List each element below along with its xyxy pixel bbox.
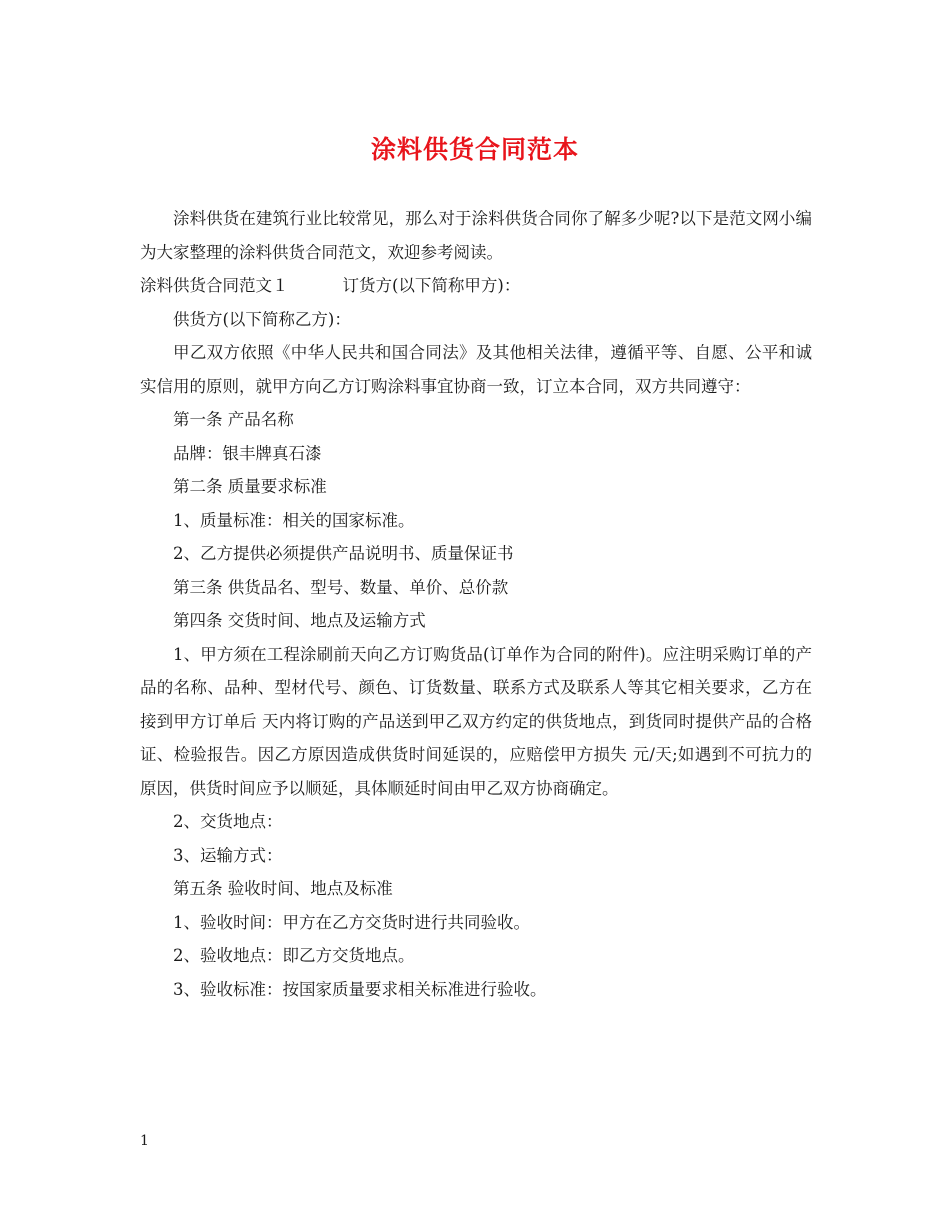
quality-item-2: 2、乙方提供必须提供产品说明书、质量保证书 — [173, 544, 514, 563]
preamble-paragraph: 甲乙双方依照《中华人民共和国合同法》及其他相关法律，遵循平等、自愿、公平和诚实信用的原则，就甲方向乙方订购涂料事宜协商一致，订立本合同，双方共同遵守： — [140, 343, 812, 396]
delivery-item-1: 1、甲方须在工程涂刷前天向乙方订购货品(订单作为合同的附件)。应注明采购订单的产品的名称、品种、型材代号、颜色、订货数量、联系方式及联系人等其它相关要求，乙方在接到甲方订单后 天内将订购的产品送到甲乙双方约定的供货地点，到货同时提供产品的合格证、检验报告。因乙方原因造成供货时间延误的，应赔偿甲方损失 元/天;如遇到不可抗力的原因，供货时间应予以顺延，具体顺延时间由甲乙双方协商确定。 — [140, 644, 812, 798]
intro-paragraph: 涂料供货在建筑行业比较常见，那么对于涂料供货合同你了解多少呢?以下是范文网小编为大家整理的涂料供货合同范文，欢迎参考阅读。 — [140, 209, 812, 262]
acceptance-item-1: 1、验收时间：甲方在乙方交货时进行共同验收。 — [173, 912, 530, 932]
article-3-heading: 第三条 供货品名、型号、数量、单价、总价款 — [173, 577, 509, 597]
sample-header-line — [140, 269, 812, 303]
page-number: 1 — [140, 1133, 149, 1149]
article-5-heading: 第五条 验收时间、地点及标准 — [173, 879, 393, 898]
document-title: 涂料供货合同范本 — [370, 135, 579, 164]
article-2-heading: 第二条 质量要求标准 — [173, 477, 327, 496]
orderer-label: 订货方(以下简称甲方)： — [342, 276, 521, 295]
document-body — [140, 202, 812, 1006]
quality-item-1: 1、质量标准：相关的国家标准。 — [173, 510, 415, 530]
article-1-heading: 第一条 产品名称 — [173, 410, 294, 429]
delivery-item-2: 2、交货地点： — [173, 812, 283, 831]
acceptance-item-2: 2、验收地点：即乙方交货地点。 — [173, 946, 415, 965]
acceptance-item-3: 3、验收标准：按国家质量要求相关标准进行验收。 — [173, 979, 547, 999]
delivery-item-3: 3、运输方式： — [173, 845, 283, 865]
supplier-label: 供货方(以下简称乙方)： — [173, 309, 351, 329]
sample-label: 涂料供货合同范文１ — [140, 276, 289, 295]
brand-line: 品牌：银丰牌真石漆 — [173, 443, 322, 463]
article-4-heading: 第四条 交货时间、地点及运输方式 — [173, 611, 426, 630]
